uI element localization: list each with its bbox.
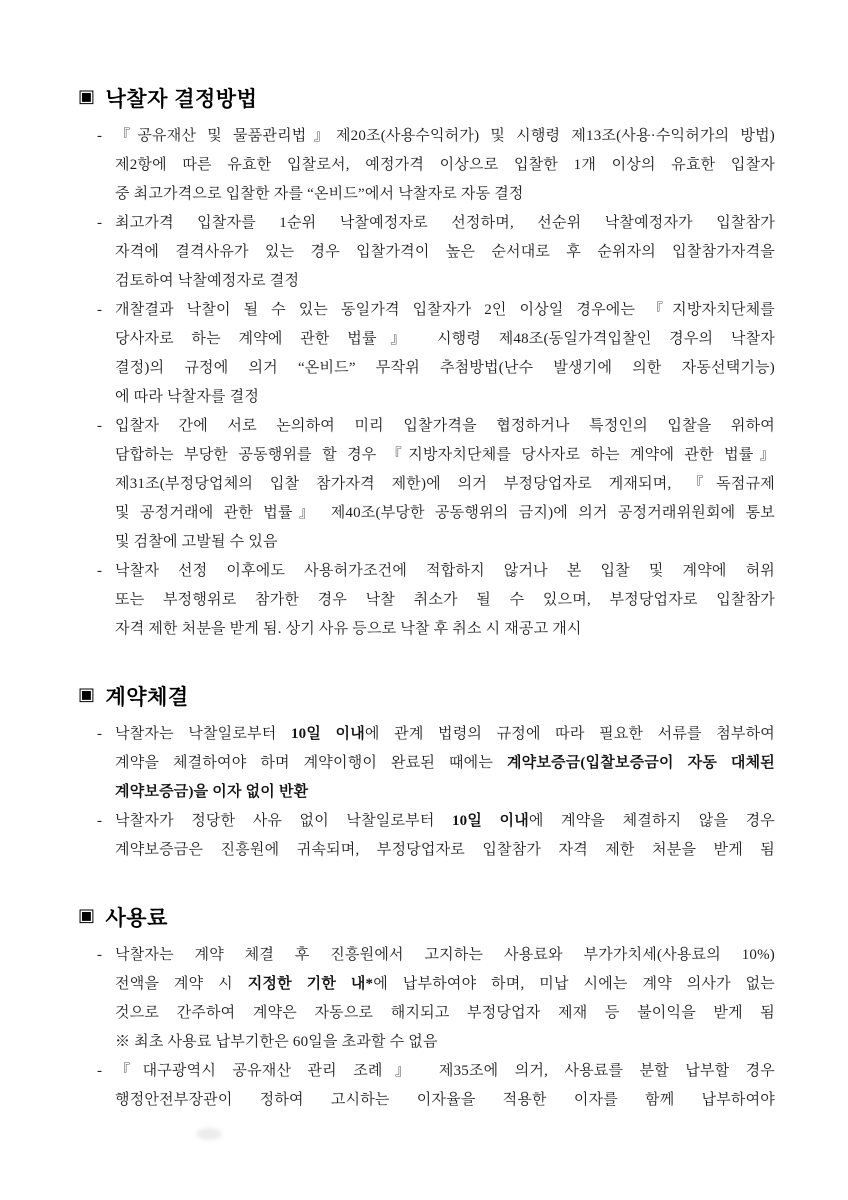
text-segment: 낙찰자가 정당한 사유 없이 낙찰일로부터 [115,813,452,829]
text-segment: 중 최고가격으로 입찰한 자를 “온비드”에서 낙찰자로 자동 결정 [115,186,524,202]
text-segment: 계약보증금은 진흥원에 귀속되며, 부정당업자로 입찰참가 자격 제한 처분을 받게 됨 [115,842,775,858]
section-marker-icon: ▣ [78,905,96,926]
text-line [115,151,775,180]
text-segment: 행정안전부장관이 정하여 고시하는 이자율을 적용한 이자를 함께 납부하여야 [115,1092,775,1108]
text-line [115,412,775,441]
section-header [78,680,775,712]
text-line [115,528,775,557]
document-section [78,82,775,644]
text-line [115,325,775,354]
text-line [115,586,775,615]
text-segment: 및 공정거래에 관한 법률』 제40조(부당한 공동행위의 금지)에 의거 공정거래위원회에 통보 [115,505,775,521]
text-segment: 담합하는 부당한 공동행위를 할 경우 『지방자치단체를 당사자로 하는 계약에 관한 법률』 [115,447,775,463]
text-line [115,267,775,296]
text-segment: 검토하여 낙찰예정자로 결정 [115,273,300,289]
text-line [115,1028,775,1057]
list-item [97,209,775,296]
text-line [115,1086,775,1115]
bullet-dash: - [97,302,102,318]
text-line [115,557,775,586]
text-segment: 낙찰자는 계약 체결 후 진흥원에서 고지하는 사용료와 부가가치세(사용료의 10%) [115,947,775,963]
item-lines [115,941,775,1057]
bullet-dash: - [97,947,102,963]
text-line [115,470,775,499]
text-line [115,1057,775,1086]
list-item [97,557,775,644]
list-item [97,941,775,1057]
bullet-dash: - [97,813,102,829]
text-segment: 에 계약을 체결하지 않을 경우 [528,813,775,829]
bold-text-segment: 계약보증금)을 이자 없이 반환 [115,784,309,800]
text-line [115,778,775,807]
text-line [115,441,775,470]
document-body [78,82,775,1115]
item-lines [115,1057,775,1115]
item-lines [115,122,775,209]
text-line [115,749,775,778]
list-item [97,412,775,557]
text-line [115,499,775,528]
bullet-dash: - [97,215,102,231]
text-line [115,209,775,238]
text-line [115,720,775,749]
scan-artifact [196,1128,222,1140]
text-segment: 개찰결과 낙찰이 될 수 있는 동일가격 입찰자가 2인 이상일 경우에는 『지방자치단체를 [115,302,775,318]
text-segment: 『대구광역시 공유재산 관리 조례』 제35조에 의거, 사용료를 분할 납부할 경우 [115,1063,775,1079]
item-lines [115,557,775,644]
text-segment: 에 관계 법령의 규정에 따라 필요한 서류를 첨부하여 [364,726,775,742]
bullet-dash: - [97,726,102,742]
section-header [78,901,775,933]
text-line [115,238,775,267]
text-line [115,354,775,383]
item-lines [115,807,775,865]
bold-text-segment: 10일 이내 [290,726,365,742]
document-section [78,680,775,865]
text-segment: 『공유재산 및 물품관리법』제20조(사용수익허가) 및 시행령 제13조(사용·수익허가의 방법) [115,128,775,144]
section-title: 사용료 [105,907,168,930]
text-line [115,383,775,412]
text-line [115,999,775,1028]
document-section [78,901,775,1115]
text-segment: 계약을 체결하여야 하며 계약이행이 완료된 때에는 [115,755,507,771]
list-item [97,807,775,865]
list-item [97,122,775,209]
bold-text-segment: 계약보증금(입찰보증금이 자동 대체된 [506,755,775,771]
text-segment: 제31조(부정당업체의 입찰 참가자격 제한)에 의거 부정당업자로 게재되며, 『독점규제 [115,476,775,492]
text-line [115,180,775,209]
section-title: 낙찰자 결정방법 [105,88,258,111]
text-line [115,122,775,151]
text-segment: 또는 부정행위로 참가한 경우 낙찰 취소가 될 수 있으며, 부정당업자로 입찰참가 [115,592,775,608]
item-lines [115,412,775,557]
text-line [115,941,775,970]
bullet-dash: - [97,418,102,434]
text-segment: 것으로 간주하여 계약은 자동으로 해지되고 부정당업자 제재 등 불이익을 받게 됨 [115,1005,775,1021]
text-segment: 에 납부하여야 하며, 미납 시에는 계약 의사가 없는 [373,976,775,992]
text-segment: 및 검찰에 고발될 수 있음 [115,534,278,550]
bullet-dash: - [97,128,102,144]
list-item [97,720,775,807]
section-header [78,82,775,114]
bold-text-segment: 지정한 기한 내* [247,976,374,992]
list-item [97,1057,775,1115]
list-item [97,296,775,412]
text-segment: 최고가격 입찰자를 1순위 낙찰예정자로 선정하며, 선순위 낙찰예정자가 입찰참가 [115,215,775,231]
text-segment: 낙찰자는 낙찰일로부터 [115,726,291,742]
section-marker-icon: ▣ [78,86,96,107]
text-segment: 자격 제한 처분을 받게 됨. 상기 사유 등으로 낙찰 후 취소 시 재공고 개시 [115,621,582,637]
text-segment: 자격에 결격사유가 있는 경우 입찰가격이 높은 순서대로 후 순위자의 입찰참가자격을 [115,244,775,260]
text-segment: 제2항에 따른 유효한 입찰로서, 예정가격 이상으로 입찰한 1개 이상의 유효한 입찰자 [115,157,775,173]
bullet-dash: - [97,1063,102,1079]
item-lines [115,720,775,807]
item-lines [115,209,775,296]
text-segment: ※ 최초 사용료 납부기한은 60일을 초과할 수 없음 [115,1034,438,1050]
text-segment: 당사자로 하는 계약에 관한 법률』 시행령 제48조(동일가격입찰인 경우의 낙찰자 [115,331,775,347]
text-segment: 입찰자 간에 서로 논의하여 미리 입찰가격을 협정하거나 특정인의 입찰을 위하여 [115,418,775,434]
bullet-dash: - [97,563,102,579]
text-line [115,615,775,644]
bold-text-segment: 10일 이내 [451,813,529,829]
text-segment: 결정)의 규정에 의거 “온비드” 무작위 추첨방법(난수 발생기에 의한 자동선택기능) [115,360,775,376]
text-segment: 낙찰자 선정 이후에도 사용허가조건에 적합하지 않거나 본 입찰 및 계약에 허위 [115,563,775,579]
text-segment: 에 따라 낙찰자를 결정 [115,389,260,405]
section-marker-icon: ▣ [78,684,96,705]
text-line [115,970,775,999]
section-title: 계약체결 [105,686,189,709]
text-line [115,296,775,325]
text-line [115,836,775,865]
text-segment: 전액을 계약 시 [115,976,248,992]
text-line [115,807,775,836]
item-lines [115,296,775,412]
